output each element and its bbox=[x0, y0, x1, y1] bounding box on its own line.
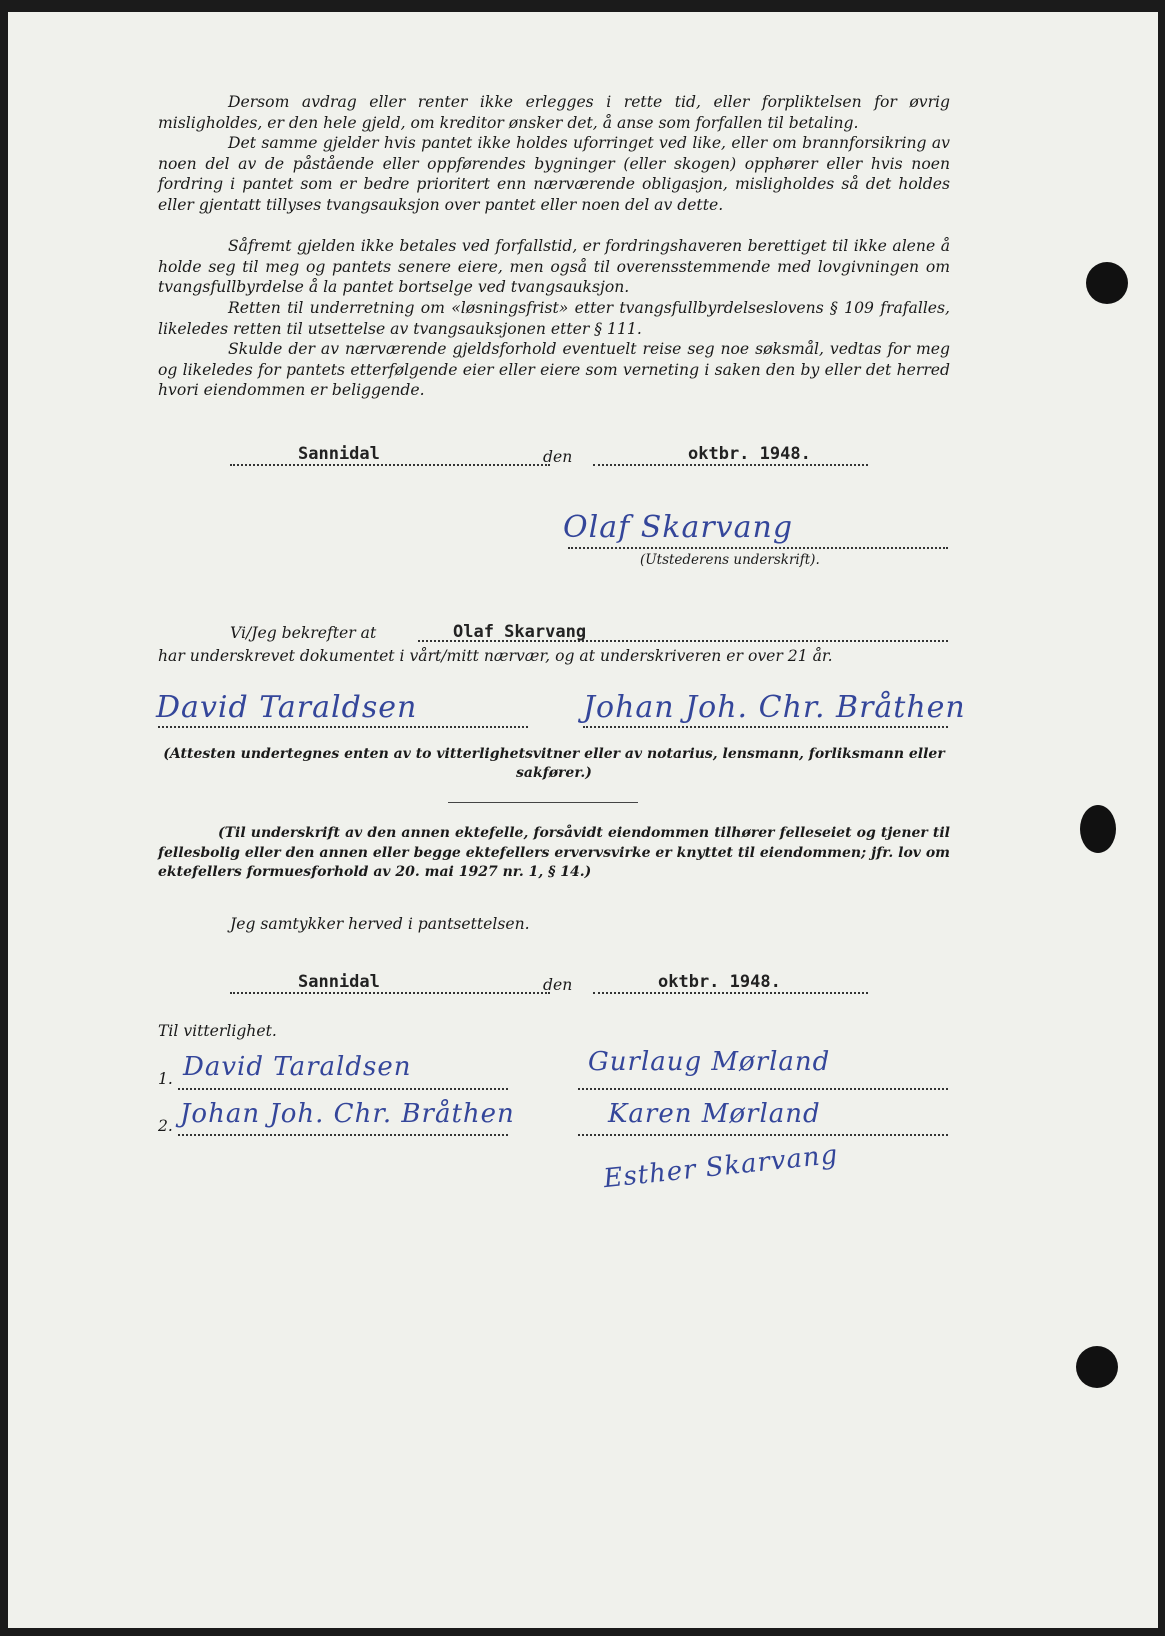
attest-text: har underskrevet dokumentet i vårt/mitt nærvær, og at underskriveren er over 21 år. bbox=[158, 647, 833, 665]
place-2-value: Sannidal bbox=[298, 972, 380, 992]
witness-1-line bbox=[178, 1088, 508, 1090]
attest-note: (Attesten undertegnes enten av to vitterlighetsvitner eller av notarius, lensmann, forliksmann eller sakfører.) bbox=[163, 746, 945, 781]
place-dotted-line bbox=[230, 464, 550, 466]
attest-witness-1-line bbox=[158, 726, 528, 728]
divider bbox=[448, 802, 638, 803]
spouse-signature-1-line bbox=[578, 1088, 948, 1090]
date-2-dotted-line bbox=[593, 992, 868, 994]
witness-2-signature: Johan Joh. Chr. Bråthen bbox=[180, 1099, 515, 1129]
spouse-signature-2: Karen Mørland bbox=[608, 1099, 821, 1129]
punch-hole-bottom bbox=[1076, 1346, 1118, 1388]
punch-hole-top bbox=[1086, 262, 1128, 304]
punch-hole-middle bbox=[1080, 805, 1116, 853]
issuer-signature: Olaf Skarvang bbox=[563, 510, 794, 545]
spouse-consent: Jeg samtykker herved i pantsettelsen. bbox=[230, 915, 530, 933]
attest-name: Olaf Skarvang bbox=[453, 622, 587, 642]
attest-witness-2-line bbox=[583, 726, 948, 728]
attest-witness-1: David Taraldsen bbox=[156, 690, 418, 725]
attest-lead: Vi/Jeg bekrefter at bbox=[230, 624, 377, 642]
witness-1-signature: David Taraldsen bbox=[183, 1052, 412, 1082]
witness-number-2: 2. bbox=[158, 1117, 173, 1135]
spouse-signature-3: Esther Skarvang bbox=[602, 1139, 840, 1195]
witness-number-1: 1. bbox=[158, 1070, 173, 1088]
document-page bbox=[8, 12, 1158, 1628]
clause-default: Dersom avdrag eller renter ikke erlegges i rette tid, eller forpliktelsen for øvrig misligholdes, er den hele gjeld, om kreditor ønsker det, å anse som forfallen til betaling. bbox=[158, 93, 950, 132]
den-label: den bbox=[543, 448, 573, 466]
place-value: Sannidal bbox=[298, 444, 380, 464]
spouse-signature-1: Gurlaug Mørland bbox=[588, 1047, 831, 1077]
date-value: oktbr. 1948. bbox=[688, 444, 811, 464]
date-dotted-line bbox=[593, 464, 868, 466]
witness-2-line bbox=[178, 1134, 508, 1136]
clause-redemption: Retten til underretning om «løsningsfrist» etter tvangsfullbyrdelseslovens § 109 frafalles, likeledes retten til utsettelse av tvangsauksjonen etter § 111. bbox=[158, 299, 950, 338]
place-2-dotted-line bbox=[230, 992, 550, 994]
witness-heading: Til vitterlighet. bbox=[158, 1022, 277, 1040]
clause-venue: Skulde der av nærværende gjeldsforhold eventuelt reise seg noe søksmål, vedtas for meg og likeledes for pantets etterfølgende eier eller eiere som verneting i saken den by eller det herred hvori eiendommen er beliggende. bbox=[158, 340, 950, 399]
issuer-signature-line bbox=[568, 547, 948, 549]
issuer-caption: (Utstederens underskrift). bbox=[640, 552, 820, 568]
clause-maintenance: Det samme gjelder hvis pantet ikke holdes uforringet ved like, eller om brannforsikring av noen del av de påstående eller oppførendes bygninger (eller skogen) opphører eller hvis noen fordring i pantet som er bedre prioritert enn nærværende obligasjon, misligholdes så det holdes eller gjentatt tillyses tvangsauksjon over pantet eller noen del av dette. bbox=[158, 134, 950, 214]
spouse-note: (Til underskrift av den annen ektefelle, forsåvidt eiendommen tilhører felleseiet og tjener til fellesbolig eller den annen eller begge ektefellers ervervsvirke er knyttet til eiendommen; jfr. lov om ektefellers formuesforhold av 20. mai 1927 nr. 1, § 14.) bbox=[158, 825, 950, 880]
spouse-signature-2-line bbox=[578, 1134, 948, 1136]
den-2-label: den bbox=[543, 976, 573, 994]
date-2-value: oktbr. 1948. bbox=[658, 972, 781, 992]
clause-forced-sale: Såfremt gjelden ikke betales ved forfallstid, er fordringshaveren berettiget til ikke alene å holde seg til meg og pantets senere eiere, men også til overensstemmende med lovgivningen om tvangsfullbyrdelse å la pantet bortselge ved tvangsauksjon. bbox=[158, 237, 950, 296]
attest-witness-2: Johan Joh. Chr. Bråthen bbox=[583, 690, 966, 725]
